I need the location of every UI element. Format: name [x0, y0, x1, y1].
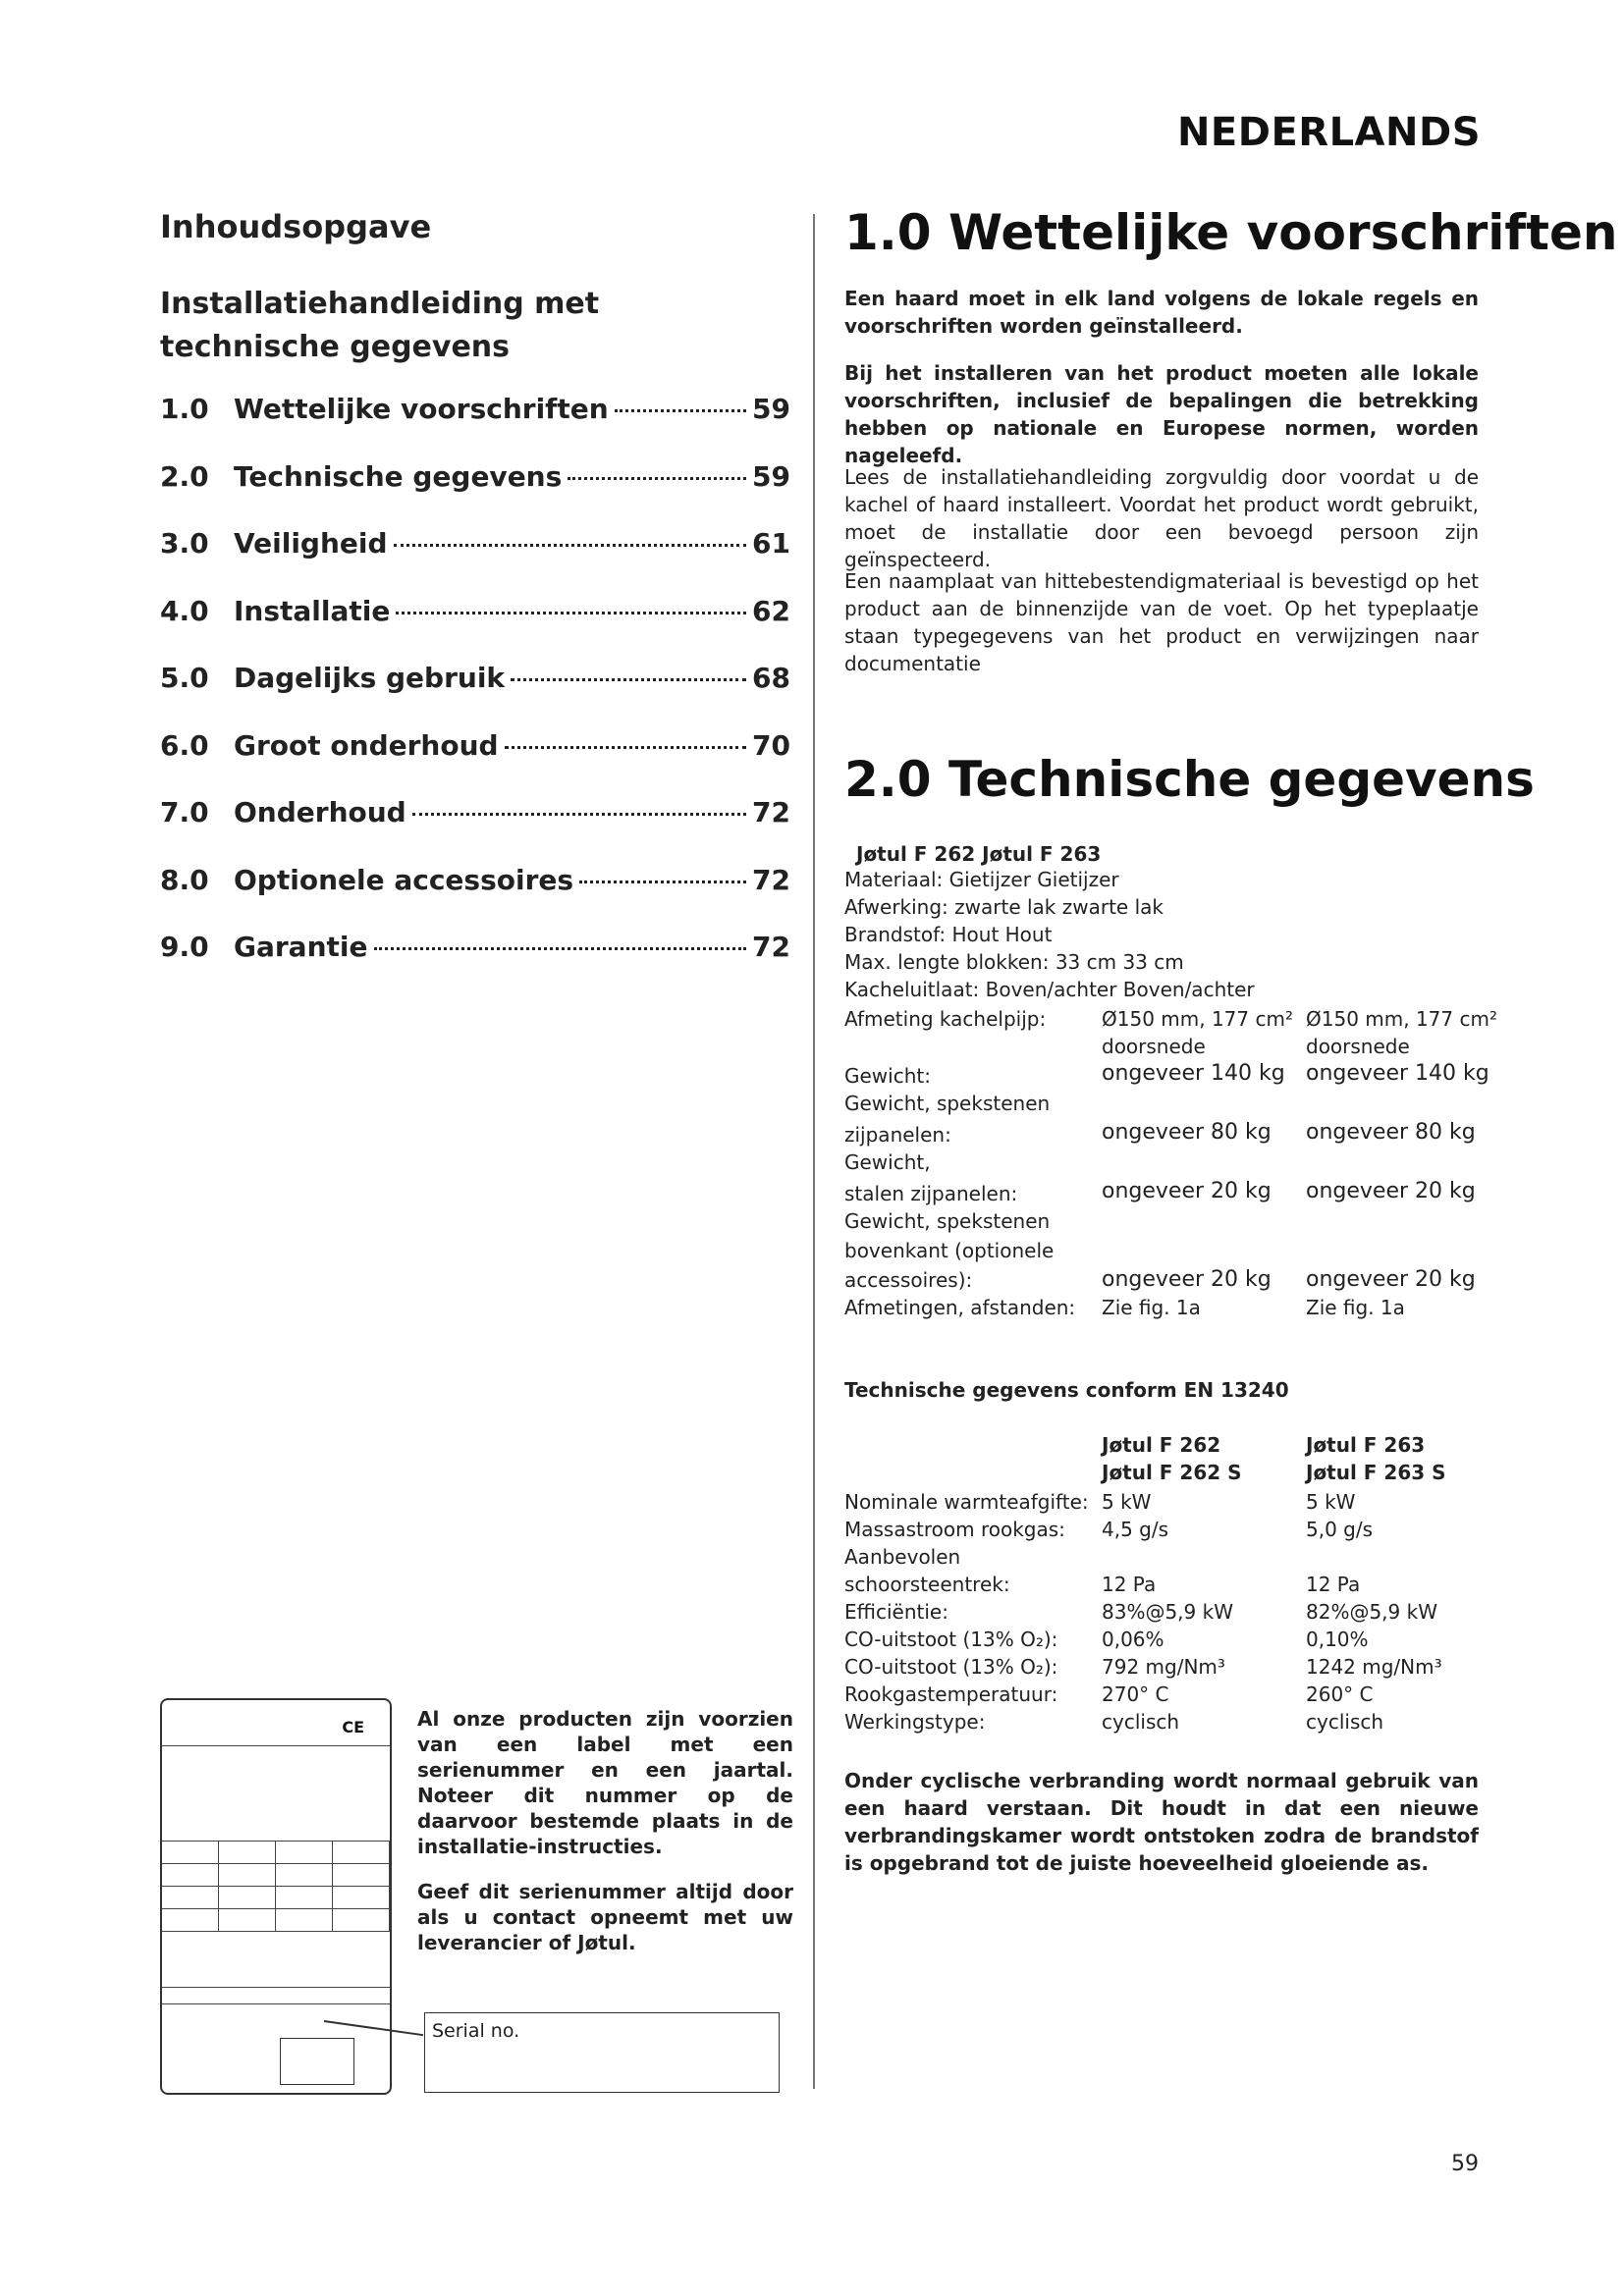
en-label: Massastroom rookgas:	[844, 1518, 1065, 1541]
plate-note-p2: Geef dit serienummer altijd door als u contact opneemt met uw leverancier of Jøtul.	[417, 1880, 793, 1954]
en-label: Werkingstype:	[844, 1710, 986, 1734]
spec-value-f262: doorsnede	[1102, 1035, 1206, 1058]
toc-leader	[511, 678, 746, 681]
en-value-f263: 0,10%	[1306, 1628, 1369, 1651]
en-value-f262: 12 Pa	[1102, 1573, 1157, 1596]
section-2-title: 2.0 Technische gegevens	[844, 751, 1535, 808]
en-value-f263: 260° C	[1306, 1682, 1374, 1706]
toc-item[interactable]	[160, 796, 790, 864]
toc-item-label: Optionele accessoires	[234, 863, 574, 896]
section-1-p3: Lees de installatiehandleiding zorgvuldig door voordat u de kachel of haard installeert. Voordat het product wordt gebruikt, moet de installatie door een bevoegd persoon zijn geïnspecteerd.	[844, 465, 1479, 571]
spec-value-f263: ongeveer 140 kg	[1306, 1061, 1489, 1086]
en-header-f262s: Jøtul F 262 S	[1102, 1461, 1242, 1484]
toc-leader	[505, 746, 746, 749]
en-label: Rookgastemperatuur:	[844, 1682, 1058, 1706]
en-value-f262: 792 mg/Nm³	[1102, 1655, 1225, 1679]
spec-line: Max. lengte blokken: 33 cm 33 cm	[844, 950, 1184, 974]
en-value-f263: 12 Pa	[1306, 1573, 1361, 1596]
en-value-f263: cyclisch	[1306, 1710, 1384, 1734]
toc-item-number: 4.0	[160, 594, 209, 627]
en-header-f263: Jøtul F 263	[1306, 1433, 1426, 1457]
en-value-f262: 0,06%	[1102, 1628, 1164, 1651]
toc-list	[160, 393, 790, 998]
spec-line: Afwerking: zwarte lak zwarte lak	[844, 895, 1164, 919]
cyclic-note: Onder cyclische verbranding wordt normaal gebruik van een haard verstaan. Dit houdt in dat een nieuwe verbrandingskamer wordt ontstoken zodra de brandstof is opgebrand tot de juiste hoeveelheid gloeiende as.	[844, 1769, 1479, 1875]
toc-item-label: Onderhoud	[234, 796, 406, 828]
spec-label: stalen zijpanelen:	[844, 1182, 1018, 1205]
spec-value-f263: ongeveer 20 kg	[1306, 1179, 1476, 1203]
en-label: CO-uitstoot (13% O₂):	[844, 1655, 1058, 1679]
en-label: Aanbevolen	[844, 1545, 961, 1569]
toc-item-label: Wettelijke voorschriften	[234, 393, 609, 425]
spec-label: Gewicht, spekstenen	[844, 1092, 1051, 1115]
en-label: CO-uitstoot (13% O₂):	[844, 1628, 1058, 1651]
toc-item-label: Dagelijks gebruik	[234, 662, 506, 694]
toc-leader	[374, 947, 747, 950]
toc-item[interactable]	[160, 527, 790, 595]
page-number: 59	[1451, 2152, 1479, 2176]
en-value-f263: 82%@5,9 kW	[1306, 1600, 1437, 1624]
spec-value-f262: Ø150 mm, 177 cm²	[1102, 1007, 1293, 1031]
spec-value-f263: Zie fig. 1a	[1306, 1296, 1405, 1319]
spec-value-f263: ongeveer 80 kg	[1306, 1120, 1476, 1145]
toc-item-number: 7.0	[160, 796, 209, 828]
toc-item[interactable]	[160, 662, 790, 729]
spec-value-f263: doorsnede	[1306, 1035, 1410, 1058]
toc-item-label: Installatie	[234, 594, 391, 627]
toc-leader	[568, 477, 746, 480]
toc-item-page: 68	[752, 662, 790, 694]
section-1-p4: Een naamplaat van hittebestendigmateriaal is bevestigd op het product aan de binnenzijde van de voet. Op het typeplaatje staan typegegevens van het product en verwijzingen naar documentatie	[844, 569, 1479, 675]
toc-leader	[396, 612, 746, 614]
spec-value-f263: Ø150 mm, 177 cm²	[1306, 1007, 1497, 1031]
serial-label: Serial no.	[432, 2020, 520, 2042]
toc-item-number: 5.0	[160, 662, 209, 694]
toc-item-page: 61	[752, 527, 790, 560]
en-table-title: Technische gegevens conform EN 13240	[844, 1378, 1289, 1402]
en-value-f262: 270° C	[1102, 1682, 1169, 1706]
spec-value-f262: ongeveer 20 kg	[1102, 1179, 1272, 1203]
plate-label-box	[280, 2038, 354, 2085]
toc-item-label: Technische gegevens	[234, 459, 563, 493]
rating-plate-illustration	[160, 1698, 392, 2095]
plate-standards-block	[162, 1746, 390, 1842]
plate-warning-block	[162, 1932, 390, 1988]
toc-title: Inhoudsopgave	[160, 208, 432, 245]
spec-label: Afmeting kachelpijp:	[844, 1007, 1047, 1031]
spec-line: Materiaal: Gietijzer Gietijzer	[844, 868, 1119, 891]
section-1-p1: Een haard moet in elk land volgens de lokale regels en voorschriften worden geïnstalleerd.	[844, 287, 1479, 338]
en-label: Efficiëntie:	[844, 1600, 948, 1624]
spec-label: Gewicht, spekstenen	[844, 1209, 1051, 1233]
en-value-f263: 1242 mg/Nm³	[1306, 1655, 1442, 1679]
spec-label: Afmetingen, afstanden:	[844, 1296, 1076, 1319]
plate-note	[417, 1706, 793, 1975]
toc-item-page: 72	[752, 931, 790, 963]
toc-item-page: 72	[752, 796, 790, 828]
spec-label: Gewicht,	[844, 1150, 931, 1174]
en-label: schoorsteentrek:	[844, 1573, 1010, 1596]
en-header-f263s: Jøtul F 263 S	[1306, 1461, 1446, 1484]
spec-label: bovenkant (optionele	[844, 1239, 1055, 1262]
spec-value-f263: ongeveer 20 kg	[1306, 1267, 1476, 1292]
en-value-f262: 4,5 g/s	[1102, 1518, 1169, 1541]
spec-label: zijpanelen:	[844, 1123, 951, 1147]
toc-item-page: 59	[752, 393, 790, 425]
en-value-f262: 5 kW	[1102, 1490, 1152, 1514]
toc-item-label: Garantie	[234, 931, 368, 963]
toc-item[interactable]	[160, 460, 790, 528]
models-line: Jøtul F 262 Jøtul F 263	[856, 842, 1102, 866]
toc-item-page: 59	[752, 459, 790, 493]
toc-item[interactable]	[160, 393, 790, 460]
toc-item[interactable]	[160, 931, 790, 998]
toc-item-number: 2.0	[160, 459, 209, 493]
en-label: Nominale warmteafgifte:	[844, 1490, 1089, 1514]
spec-label: accessoires):	[844, 1268, 973, 1292]
toc-item-page: 72	[752, 863, 790, 896]
section-1-p2: Bij het installeren van het product moeten alle lokale voorschriften, inclusief de bepalingen die betrekking hebben op nationale en Europese normen, worden nageleefd.	[844, 361, 1479, 467]
toc-item[interactable]	[160, 595, 790, 663]
spec-value-f262: Zie fig. 1a	[1102, 1296, 1201, 1319]
en-value-f263: 5 kW	[1306, 1490, 1356, 1514]
toc-leader	[615, 409, 746, 412]
spec-label: Gewicht:	[844, 1064, 931, 1088]
en-value-f262: cyclisch	[1102, 1710, 1180, 1734]
spec-value-f262: ongeveer 140 kg	[1102, 1061, 1285, 1086]
spec-value-f262: ongeveer 20 kg	[1102, 1267, 1272, 1292]
en-value-f262: 83%@5,9 kW	[1102, 1600, 1233, 1624]
toc-subtitle: Installatiehandleiding met technische gegevens	[160, 287, 600, 364]
spec-value-f262: ongeveer 80 kg	[1102, 1120, 1272, 1145]
spec-line: Kacheluitlaat: Boven/achter Boven/achter	[844, 978, 1255, 1001]
toc-item-page: 62	[752, 594, 790, 627]
section-1-title: 1.0 Wettelijke voorschriften	[844, 204, 1618, 261]
toc-leader	[412, 813, 746, 816]
toc-item-page: 70	[752, 728, 790, 762]
language-label: NEDERLANDS	[1176, 110, 1481, 155]
toc-item-number: 9.0	[160, 931, 209, 963]
toc-item[interactable]	[160, 729, 790, 797]
plate-serial-row	[162, 1988, 390, 2004]
toc-item-number: 8.0	[160, 863, 209, 896]
toc-item-number: 6.0	[160, 728, 209, 762]
plate-note-p1: Al onze producten zijn voorzien van een label met een serienummer en een jaartal. Noteer dit nummer op de daarvoor bestemde plaats in de installatie-instructies.	[417, 1707, 793, 1858]
ce-mark: CE	[342, 1718, 364, 1736]
toc-item-label: Veiligheid	[234, 527, 388, 560]
column-divider	[813, 214, 815, 2089]
en-value-f263: 5,0 g/s	[1306, 1518, 1374, 1541]
toc-item-number: 1.0	[160, 393, 209, 425]
toc-leader	[394, 544, 747, 547]
toc-item[interactable]	[160, 864, 790, 932]
toc-item-number: 3.0	[160, 527, 209, 560]
toc-item-label: Groot onderhoud	[234, 728, 499, 762]
en-header-f262: Jøtul F 262	[1102, 1433, 1221, 1457]
spec-line: Brandstof: Hout Hout	[844, 923, 1053, 946]
toc-leader	[579, 881, 746, 883]
